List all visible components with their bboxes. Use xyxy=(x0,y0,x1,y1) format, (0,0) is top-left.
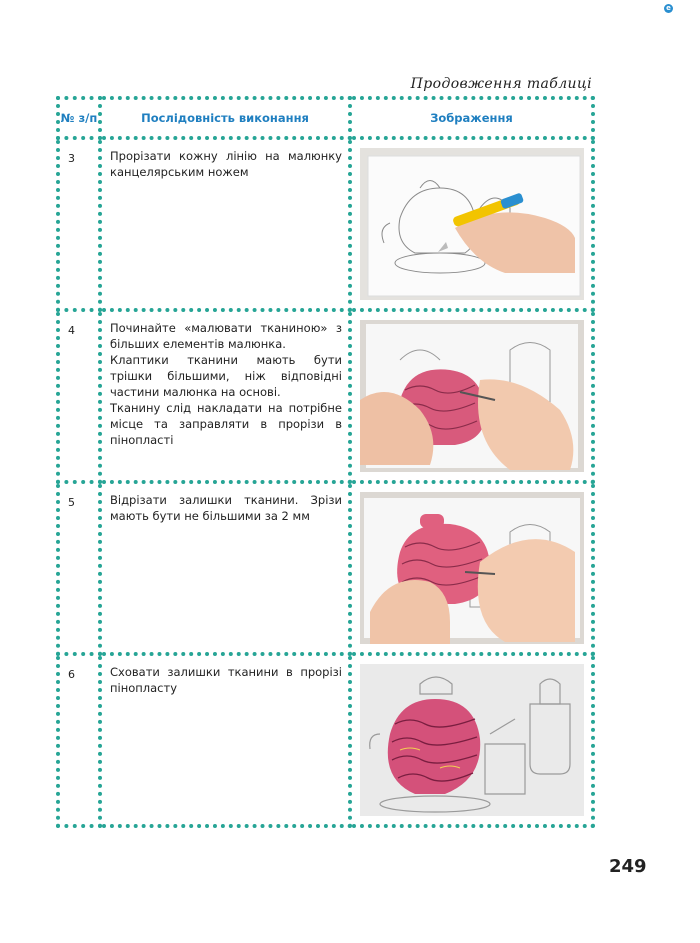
step-image-cell xyxy=(350,310,593,482)
step-paragraph: Відрізати залишки тканини. Зрізи мають бути не більшими за 2 мм xyxy=(110,493,342,523)
table-row xyxy=(58,310,593,482)
header-image: Зображення xyxy=(350,98,593,138)
step-image-cell xyxy=(350,654,593,826)
steps-table xyxy=(56,96,595,828)
header-number: № з/п xyxy=(58,98,100,138)
step-image-cell xyxy=(350,138,593,310)
step-image-cell xyxy=(350,482,593,654)
header-sequence: Послідовність виконання xyxy=(100,98,350,138)
step-paragraph: Прорізати кожну лінію на малюнку канцелярським ножем xyxy=(110,149,342,179)
step-paragraph: Сховати залишки тканини в прорізі пінопласту xyxy=(110,665,342,695)
step-paragraph: Починайте «малювати тканиною» з більших елементів малюнка. xyxy=(110,321,342,351)
step-6-photo xyxy=(360,664,584,816)
step-paragraph: Клаптики тканини мають бути трішки більшими, ніж відповідні частини малюнка на основі. xyxy=(110,353,342,399)
step-3-photo xyxy=(360,148,584,300)
step-5-photo xyxy=(360,492,584,644)
table-row xyxy=(58,654,593,826)
e-logo-icon: e xyxy=(664,4,673,13)
table-row xyxy=(58,138,593,310)
step-description xyxy=(100,138,350,310)
step-paragraph: Тканину слід накладати на потрібне місце та заправляти в прорізи в пінопласті xyxy=(110,401,342,447)
step-number: 4 xyxy=(58,310,100,482)
step-description xyxy=(100,310,350,482)
publisher-logo xyxy=(664,2,700,14)
page-number: 249 xyxy=(609,856,647,877)
step-number: 5 xyxy=(58,482,100,654)
table-header-row xyxy=(58,98,593,138)
step-number: 6 xyxy=(58,654,100,826)
step-description xyxy=(100,654,350,826)
table-continuation-label: Продовження таблиці xyxy=(410,76,592,92)
step-description xyxy=(100,482,350,654)
table-row xyxy=(58,482,593,654)
step-number: 3 xyxy=(58,138,100,310)
step-4-photo xyxy=(360,320,584,472)
